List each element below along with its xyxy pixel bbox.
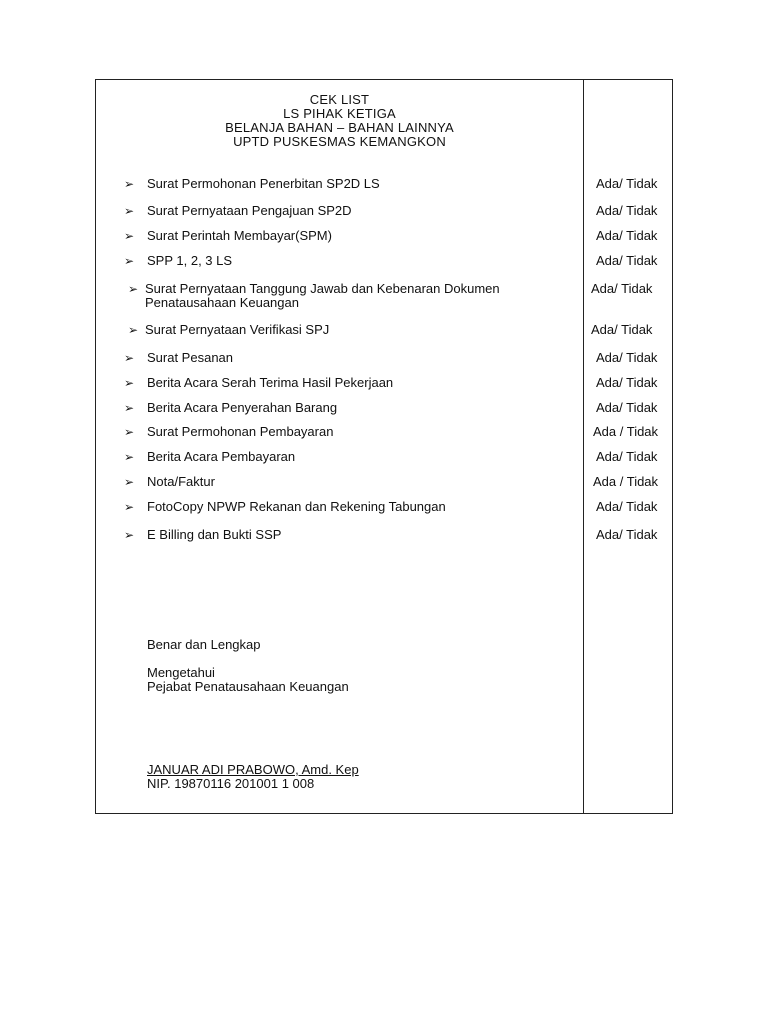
arrow-bullet-icon: ➢ [124,475,135,489]
arrow-bullet-icon: ➢ [124,425,135,439]
document-header [95,93,584,149]
checklist-item-label: Surat Pernyataan Verifikasi SPJ [145,322,330,337]
checklist-item-status: Ada/ Tidak [596,350,658,365]
checklist-item-status: Ada/ Tidak [591,322,653,337]
signer-nip: NIP. 19870116 201001 1 008 [147,776,315,791]
checklist-item-label-continued: Penatausahaan Keuangan [145,295,299,310]
checklist-item-label: Berita Acara Serah Terima Hasil Pekerjaan [147,375,394,390]
official-position: Pejabat Penatausahaan Keuangan [147,679,349,694]
arrow-bullet-icon: ➢ [124,376,135,390]
checklist-item-status: Ada/ Tidak [596,449,658,464]
arrow-bullet-icon: ➢ [124,254,135,268]
arrow-bullet-icon: ➢ [124,229,135,243]
checklist-item-status: Ada/ Tidak [596,375,658,390]
column-divider [583,79,584,814]
checklist-item-label: Surat Pernyataan Tanggung Jawab dan Kebenaran Dokumen [145,281,500,296]
checklist-item-label: Berita Acara Penyerahan Barang [147,400,338,415]
checklist-item-label: Nota/Faktur [147,474,215,489]
signer-name: JANUAR ADI PRABOWO, Amd. Kep [147,762,359,777]
header-line-4: UPTD PUSKESMAS KEMANGKON [233,134,446,149]
arrow-bullet-icon: ➢ [128,323,139,337]
checklist-item-label: Surat Pernyataan Pengajuan SP2D [147,203,352,218]
checklist-item-label: SPP 1, 2, 3 LS [147,253,233,268]
checklist-item-label: Berita Acara Pembayaran [147,449,296,464]
checklist-item-status: Ada/ Tidak [596,527,658,542]
checklist-item-status: Ada / Tidak [593,424,659,439]
checklist-item-status: Ada/ Tidak [596,203,658,218]
arrow-bullet-icon: ➢ [124,351,135,365]
header-line-2: LS PIHAK KETIGA [283,106,396,121]
checklist-item-label: E Billing dan Bukti SSP [147,527,282,542]
header-line-1: CEK LIST [309,92,370,107]
arrow-bullet-icon: ➢ [124,500,135,514]
arrow-bullet-icon: ➢ [124,528,135,542]
arrow-bullet-icon: ➢ [124,450,135,464]
checklist-item-label: Surat Permohonan Penerbitan SP2D LS [147,176,380,191]
arrow-bullet-icon: ➢ [124,204,135,218]
acknowledged-text: Mengetahui [147,665,215,680]
checklist-item-status: Ada/ Tidak [596,253,658,268]
confirmation-text: Benar dan Lengkap [147,637,261,652]
arrow-bullet-icon: ➢ [128,282,139,296]
checklist-item-label: FotoCopy NPWP Rekanan dan Rekening Tabungan [147,499,446,514]
checklist-item-label: Surat Perintah Membayar(SPM) [147,228,332,243]
header-line-3: BELANJA BAHAN – BAHAN LAINNYA [225,120,454,135]
checklist-item-status: Ada/ Tidak [596,400,658,415]
checklist-item-status: Ada/ Tidak [596,499,658,514]
checklist-item-status: Ada/ Tidak [591,281,653,296]
checklist-item-status: Ada/ Tidak [596,228,658,243]
checklist-item-label: Surat Pesanan [147,350,234,365]
checklist-item-label: Surat Permohonan Pembayaran [147,424,334,439]
checklist-item-status: Ada / Tidak [593,474,659,489]
checklist-item-status: Ada/ Tidak [596,176,658,191]
arrow-bullet-icon: ➢ [124,401,135,415]
arrow-bullet-icon: ➢ [124,177,135,191]
